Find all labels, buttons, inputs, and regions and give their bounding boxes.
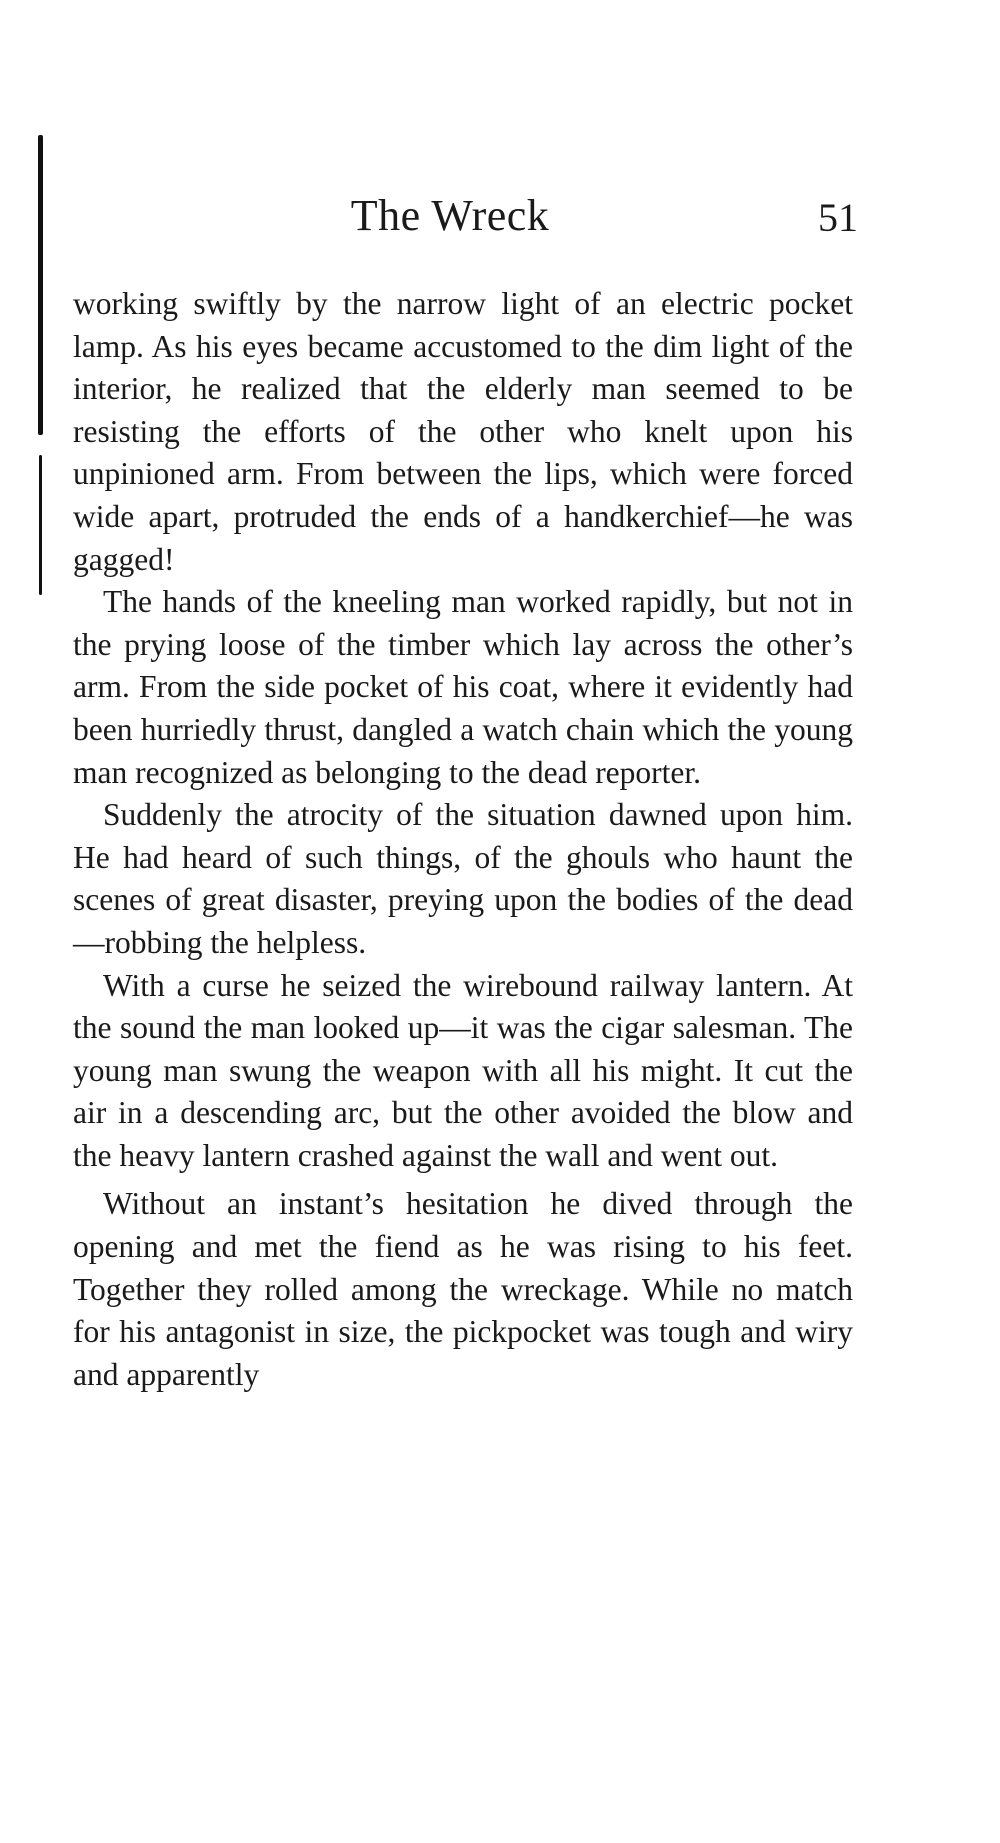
binding-edge-mark (38, 135, 43, 435)
body-text (73, 283, 853, 1396)
paragraph: The hands of the kneeling man worked rapidly, but not in the prying loose of the timber which lay across the other’s arm. From the side pocket of his coat, where it evidently had been hurriedly thrust, dangled a watch chain which the young man recognized as belonging to the dead reporter. (73, 584, 853, 790)
paragraph: Suddenly the atrocity of the situation dawned upon him. He had heard of such things, of the ghouls who haunt the scenes of great disaster, preying upon the bodies of the dead—robbing the helpless. (73, 797, 853, 960)
binding-edge-mark (39, 455, 42, 595)
page-number: 51 (818, 195, 858, 240)
paragraph: With a curse he seized the wirebound railway lantern. At the sound the man looked up—it was the cigar salesman. The young man swung the weapon with all his might. It cut the air in a descending arc, but the other avoided the blow and the heavy lantern crashed against the wall and went out. (73, 967, 853, 1173)
running-head (0, 190, 1000, 250)
paragraph: Without an instant’s hesitation he dived through the opening and met the fiend as he was rising to his feet. Together they rolled among the wreckage. While no match for his antagonist in size, the pickpocket was tough and wiry and apparently (73, 1186, 853, 1392)
chapter-title: The Wreck (350, 191, 550, 240)
paragraph: working swiftly by the narrow light of an electric pocket lamp. As his eyes became accustomed to the dim light of the interior, he realized that the elderly man seemed to be resisting the efforts of the other who knelt upon his unpinioned arm. From between the lips, which were forced wide apart, protruded the ends of a handkerchief—he was gagged! (73, 286, 853, 577)
